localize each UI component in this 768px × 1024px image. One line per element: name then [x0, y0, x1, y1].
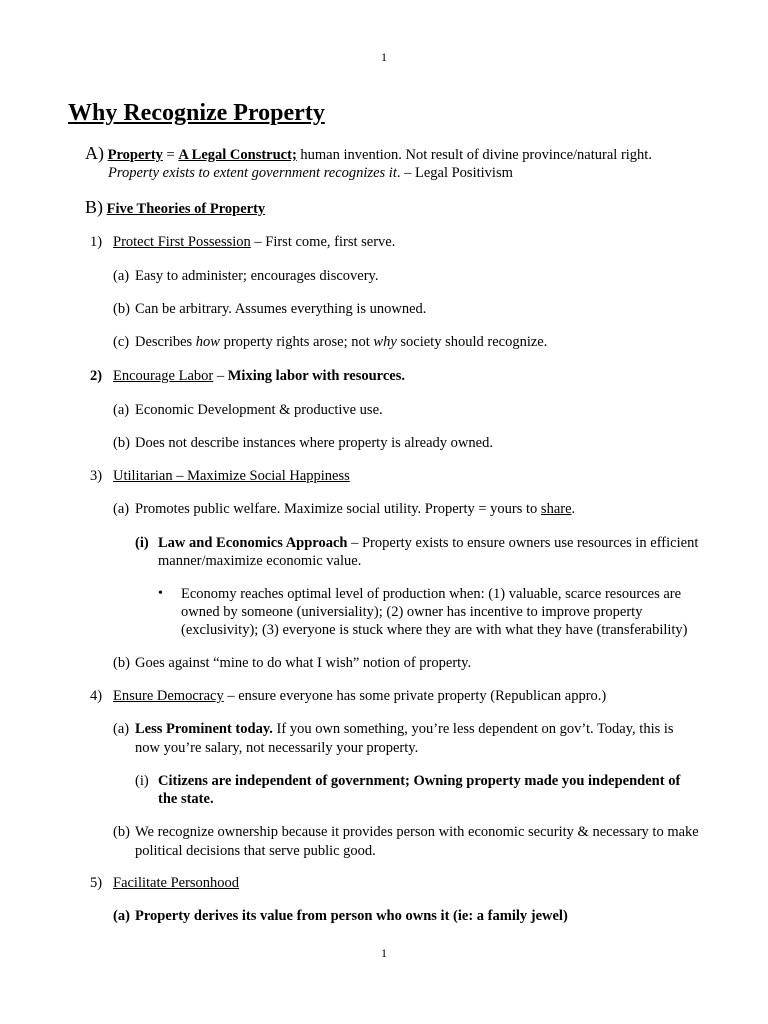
- theory-1-c-marker: (c): [113, 334, 130, 350]
- theory-4-a-line2: now you’re salary, not necessarily your property.: [135, 740, 419, 756]
- theory-4-i-line2: the state.: [158, 791, 214, 807]
- theory-2-b-marker: (b): [113, 435, 130, 451]
- theory-3-b-marker: (b): [113, 655, 130, 671]
- theory-3-bullet-line2: owned by someone (universiality); (2) owner has incentive to improve property: [181, 604, 643, 620]
- theory-2-label: Encourage Labor: [113, 368, 214, 384]
- theory-1-a-marker: (a): [113, 268, 130, 284]
- theory-2-num: 2): [90, 368, 103, 384]
- theory-4-b-line1: We recognize ownership because it provides person with economic security & necessary to make: [135, 824, 699, 840]
- section-a: [85, 144, 652, 164]
- theory-2: [90, 367, 405, 385]
- theory-5: [90, 874, 239, 892]
- theory-1-c-t3: society should recognize.: [396, 334, 548, 350]
- theory-5-a: [113, 907, 568, 925]
- theory-4-label: Ensure Democracy: [113, 688, 224, 704]
- page-number-bottom: 1: [381, 946, 387, 960]
- theory-1-c-t1: Describes: [135, 334, 196, 350]
- theory-4-i-line1: Citizens are independent of government; Owning property made you independent of: [158, 773, 681, 789]
- theory-1-b: [113, 300, 426, 318]
- theory-3-a-share: share: [540, 501, 572, 517]
- theory-3-i-marker: (i): [135, 535, 149, 551]
- theory-2-b: [113, 434, 493, 452]
- theory-1-num: 1): [90, 234, 103, 250]
- theory-4-i: [135, 772, 680, 790]
- theory-3-b: [113, 654, 471, 672]
- section-a-letter: A): [85, 143, 104, 163]
- theory-3-a-end: .: [571, 501, 576, 517]
- theory-3-label: Utilitarian – Maximize Social Happiness: [113, 468, 350, 484]
- section-b: [85, 198, 265, 218]
- theory-4-num: 4): [90, 688, 103, 704]
- theory-3-i-line1: – Property exists to ensure owners use resources in efficient: [347, 535, 699, 551]
- page-number-top: 1: [381, 50, 387, 64]
- section-a-rest: human invention. Not result of divine province/natural right.: [296, 147, 652, 163]
- theory-4-a: [113, 720, 674, 738]
- theory-1-c-t2: property rights arose; not: [219, 334, 374, 350]
- theory-1-rest: – First come, first serve.: [250, 234, 396, 250]
- property-term: Property: [107, 147, 163, 163]
- theory-4-b: [113, 823, 699, 841]
- theory-3-a: [113, 500, 575, 518]
- theory-2-bold: Mixing labor with resources.: [227, 368, 405, 384]
- legal-positivism-italic: Property exists to extent government recognizes it: [108, 165, 397, 181]
- theory-3-i: [135, 534, 698, 552]
- theory-4-a-marker: (a): [113, 721, 130, 737]
- legal-construct-term: A Legal Construct;: [178, 147, 297, 163]
- section-b-heading: Five Theories of Property: [106, 201, 266, 217]
- theory-4-rest: – ensure everyone has some private property (Republican appro.): [223, 688, 607, 704]
- theory-1-c: [113, 333, 547, 351]
- equals-sign: =: [162, 147, 179, 163]
- theory-5-a-marker: (a): [113, 908, 130, 924]
- theory-3-bullet-line3: (exclusivity); (3) everyone is stuck where they are with what they have (transferability): [181, 622, 688, 638]
- theory-4-b-line2: political decisions that serve public good.: [135, 843, 376, 859]
- page-title: Why Recognize Property: [68, 100, 325, 126]
- theory-2-a-text: Economic Development & productive use.: [135, 402, 383, 418]
- theory-1-a: [113, 267, 378, 285]
- theory-1-a-text: Easy to administer; encourages discovery.: [135, 268, 379, 284]
- theory-5-label: Facilitate Personhood: [113, 875, 240, 891]
- theory-1-c-how: how: [195, 334, 220, 350]
- theory-4-i-marker: (i): [135, 773, 149, 789]
- theory-3-i-line2: manner/maximize economic value.: [158, 553, 362, 569]
- theory-3-a-text: Promotes public welfare. Maximize social utility. Property = yours to: [135, 501, 541, 517]
- theory-3: [90, 467, 350, 485]
- theory-5-num: 5): [90, 875, 103, 891]
- section-b-letter: B): [85, 197, 103, 217]
- theory-1-label: Protect First Possession: [113, 234, 251, 250]
- bullet-icon: •: [158, 586, 163, 601]
- theory-2-dash: –: [213, 368, 228, 384]
- theory-3-a-marker: (a): [113, 501, 130, 517]
- section-a-line2: [108, 164, 513, 182]
- theory-2-a: [113, 401, 383, 419]
- theory-2-b-text: Does not describe instances where property is already owned.: [135, 435, 493, 451]
- theory-1-b-text: Can be arbitrary. Assumes everything is unowned.: [135, 301, 427, 317]
- theory-4: [90, 687, 606, 705]
- theory-4-a-line1: If you own something, you’re less dependent on gov’t. Today, this is: [272, 721, 674, 737]
- theory-1: [90, 233, 395, 251]
- theory-2-a-marker: (a): [113, 402, 130, 418]
- theory-1-c-why: why: [373, 334, 397, 350]
- legal-positivism-rest: . – Legal Positivism: [396, 165, 513, 181]
- theory-4-a-bold: Less Prominent today.: [135, 721, 273, 737]
- theory-3-i-bold: Law and Economics Approach: [158, 535, 348, 551]
- theory-4-b-marker: (b): [113, 824, 130, 840]
- theory-5-a-text: Property derives its value from person who owns it (ie: a family jewel): [135, 908, 568, 924]
- theory-3-b-text: Goes against “mine to do what I wish” notion of property.: [135, 655, 472, 671]
- theory-3-num: 3): [90, 468, 103, 484]
- theory-3-bullet-line1: Economy reaches optimal level of production when: (1) valuable, scarce resources are: [181, 586, 682, 602]
- theory-1-b-marker: (b): [113, 301, 130, 317]
